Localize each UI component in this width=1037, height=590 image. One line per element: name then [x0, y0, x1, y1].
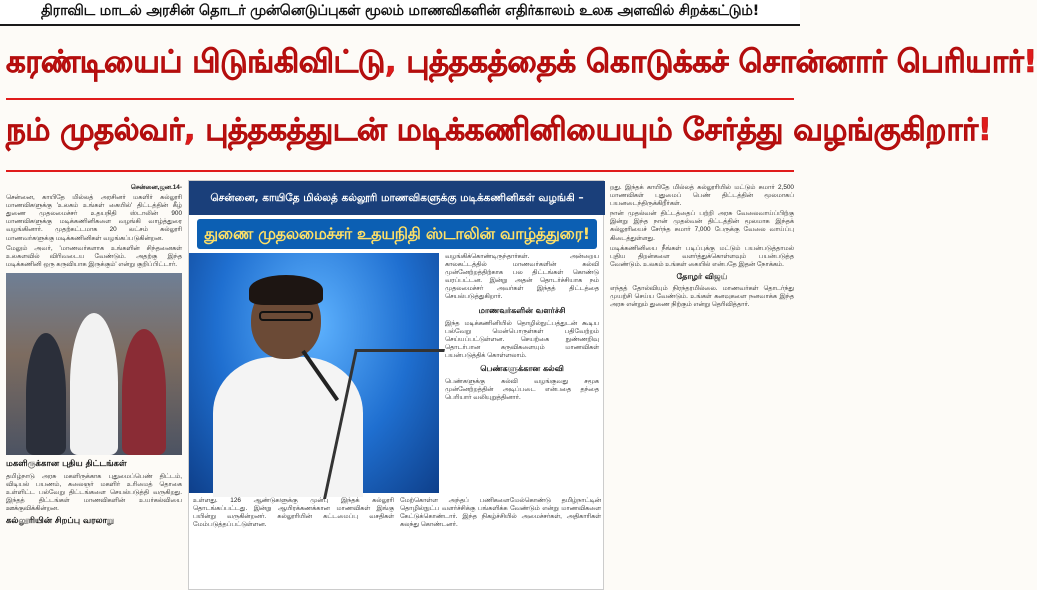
event-photo — [6, 273, 182, 455]
center-feature — [188, 180, 604, 590]
right-column — [610, 184, 794, 588]
section-subhead: மாணவர்களின் வளர்ச்சி — [478, 305, 566, 315]
divider — [6, 170, 794, 172]
dateline: சென்னை,ஜன.14- — [130, 184, 182, 191]
article-paragraph: றது. இந்தக் காயிதே மில்லத் கல்லூரியில் மட்டும் சுமார் 2,500 மாணவிகள் புதுமைப் பெண் திட்டத்தின் மூலமாகப் பயனடைந்திருக்கிறீர்கள். — [610, 184, 794, 208]
article-paragraph: நான் முதல்வன் திட்டத்தைப் பற்றி அரசு வேலைவாய்ப்பிற்கு இன்று இந்த நான் முதல்வன் திட்டத்தின் மூலமாக இந்தக் கல்லூரியைச் சேர்ந்த சுமார் 7,000 பேருக்கு வேலை வாய்ப்பு கிடைத்துள்ளது. — [610, 210, 794, 242]
section-subhead: பெண்களுக்கான கல்வி — [480, 364, 564, 374]
center-kicker — [189, 181, 605, 215]
center-kicker-text: சென்னை, காயிதே மில்லத் கல்லூரி மாணவிகளுக்கு மடிக்கணினிகள் வழங்கி – — [210, 191, 584, 204]
article-paragraph: பெண்களுக்கு கல்வி வழங்குவது சமூக முன்னேற்றத்தின் அடிப்படை என்பதை தந்தை பெரியார் வலியுறுத்தினார். — [445, 378, 599, 402]
article-paragraph: உள்ளது. 126 ஆண்டுகளுக்கு முன்பு இந்தக் கல்லூரி தொடங்கப்பட்டது. இன்று ஆயிரக்கணக்கான மாணவிகள் இங்கு பயின்று வருகின்றனர். கல்லூரியின் கட்டமைப்பு வசதிகள் மேம்படுத்தப்பட்டுள்ளன. — [193, 497, 394, 529]
top-strap-text: திராவிட மாடல் அரசின் தொடர் முன்னெடுப்புகள் மூலம் மாணவிகளின் எதிர்காலம் உலக அளவில் சிறக்கட்டும்! — [41, 3, 759, 19]
divider — [6, 98, 794, 100]
speaker-photo — [189, 253, 439, 493]
center-banner — [197, 219, 597, 249]
article-paragraph: எந்தத் தோல்வியும் நிரந்தரமில்லை. மாணவர்கள் தொடர்ந்து முயற்சி செய்ய வேண்டும். உங்கள் கனவுகளை நனவாக்க இந்த அரசு என்றும் துணை நிற்கும் என்று தெரிவித்தார். — [610, 284, 794, 309]
article-paragraph: மேற்கொள்ள அந்தப் பணிகளைமேல்கொண்டு தமிழ்நாட்டின் தொழில்நுட்ப வளர்ச்சிக்கு பங்களிக்க வேண்டும் என்று மாணவிகளை கேட்டுக்கொண்டார். இந்த நிகழ்ச்சியில் அமைச்சர்கள், அதிகாரிகள் கலந்து கொண்டனர். — [400, 497, 601, 529]
article-paragraph: இந்த மடிக்கணினியில் தொழில்நுட்பத்துடன் கூடிய பல்வேறு மென்பொருள்கள் பதிவேற்றம் செய்யப்பட்டுள்ளன. செயற்கை நுண்ணறிவு தொடர்பான கருவிகளையும் மாணவிகள் பயன்படுத்திக் கொள்ளலாம். — [445, 319, 599, 359]
top-strap-line — [0, 0, 800, 26]
article-paragraph: மேலும் அவர், 'மாணவர்களாக உங்களின் சிந்தனைகள் உலகளவில் விரிவடைய வேண்டும். அதற்கு இந்த மடிக்கணினி ஒரு கருவியாக இருக்கும்' என்று குறிப்பிட்டார். — [6, 244, 182, 268]
bottom-text-block — [193, 497, 601, 589]
article-paragraph: தமிழ்நாடு அரசு மகளிருக்காக புதுமைப்பெண் திட்டம், விடியல் பயணம், கலைஞர் மகளிர் உரிமைத் தொகை உள்ளிட்ட பல்வேறு திட்டங்களை செயல்படுத்தி வருகிறது. இந்தத் திட்டங்கள் மாணவிகளின் உயர்கல்வியை ஊக்குவிக்கின்றன. — [6, 472, 182, 513]
center-banner-text: துணை முதலமைச்சர் உதயநிதி ஸ்டாலின் வாழ்த்துரை! — [204, 223, 590, 243]
section-subhead: கல்லூரியின் சிறப்பு வரலாறு — [6, 516, 115, 527]
article-paragraph: மடிக்கணினியை நீங்கள் படிப்புக்கு மட்டும் பயன்படுத்தாமல் புதிய திறன்களை வளர்த்துக்கொள்ளவும் பயன்படுத்த வேண்டும். உலகம் உங்கள் கையில் என்பதே இதன் நோக்கம். — [610, 244, 794, 268]
headline-primary: கரண்டியைப் பிடுங்கிவிட்டு, புத்தகத்தைக் கொடுக்கச் சொன்னார் பெரியார்! — [6, 44, 1037, 80]
headline-secondary: நம் முதல்வர், புத்தகத்துடன் மடிக்கணினியையும் சேர்த்து வழங்குகிறார்! — [6, 112, 992, 148]
section-subhead: தோழர் விஜய் — [676, 271, 728, 281]
article-paragraph: வழங்கிக்கொண்டிருந்தார்கள். அன்றைய காலகட்டத்தில் மாணவர்களின் கல்வி முன்னேற்றத்திற்காக பல திட்டங்கள் கொண்டு வரப்பட்டன. இன்று அதன் தொடர்ச்சியாக நம் முதலமைச்சர் அவர்கள் இந்தத் திட்டத்தை செயல்படுத்துகிறார். — [445, 253, 599, 301]
left-column — [6, 184, 182, 588]
article-paragraph: சென்னை, காயிதே மில்லத் அரசினர் மகளிர் கல்லூரி மாணவிகளுக்கு 'உலகம் உங்கள் கையில்' திட்டத்தின் கீழ் துணை முதலமைச்சர் உதயநிதி ஸ்டாலின் 900 மாணவிகளுக்கு மடிக்கணினிகளை வழங்கி வாழ்த்துரை வழங்கினார். முதற்கட்டமாக 20 லட்சம் கல்லூரி மாணவர்களுக்கு மடிக்கணினிகள் வழங்கப்படுகின்றன. — [6, 194, 182, 242]
section-subhead: மகளிருக்கான புதிய திட்டங்கள் — [6, 458, 127, 469]
